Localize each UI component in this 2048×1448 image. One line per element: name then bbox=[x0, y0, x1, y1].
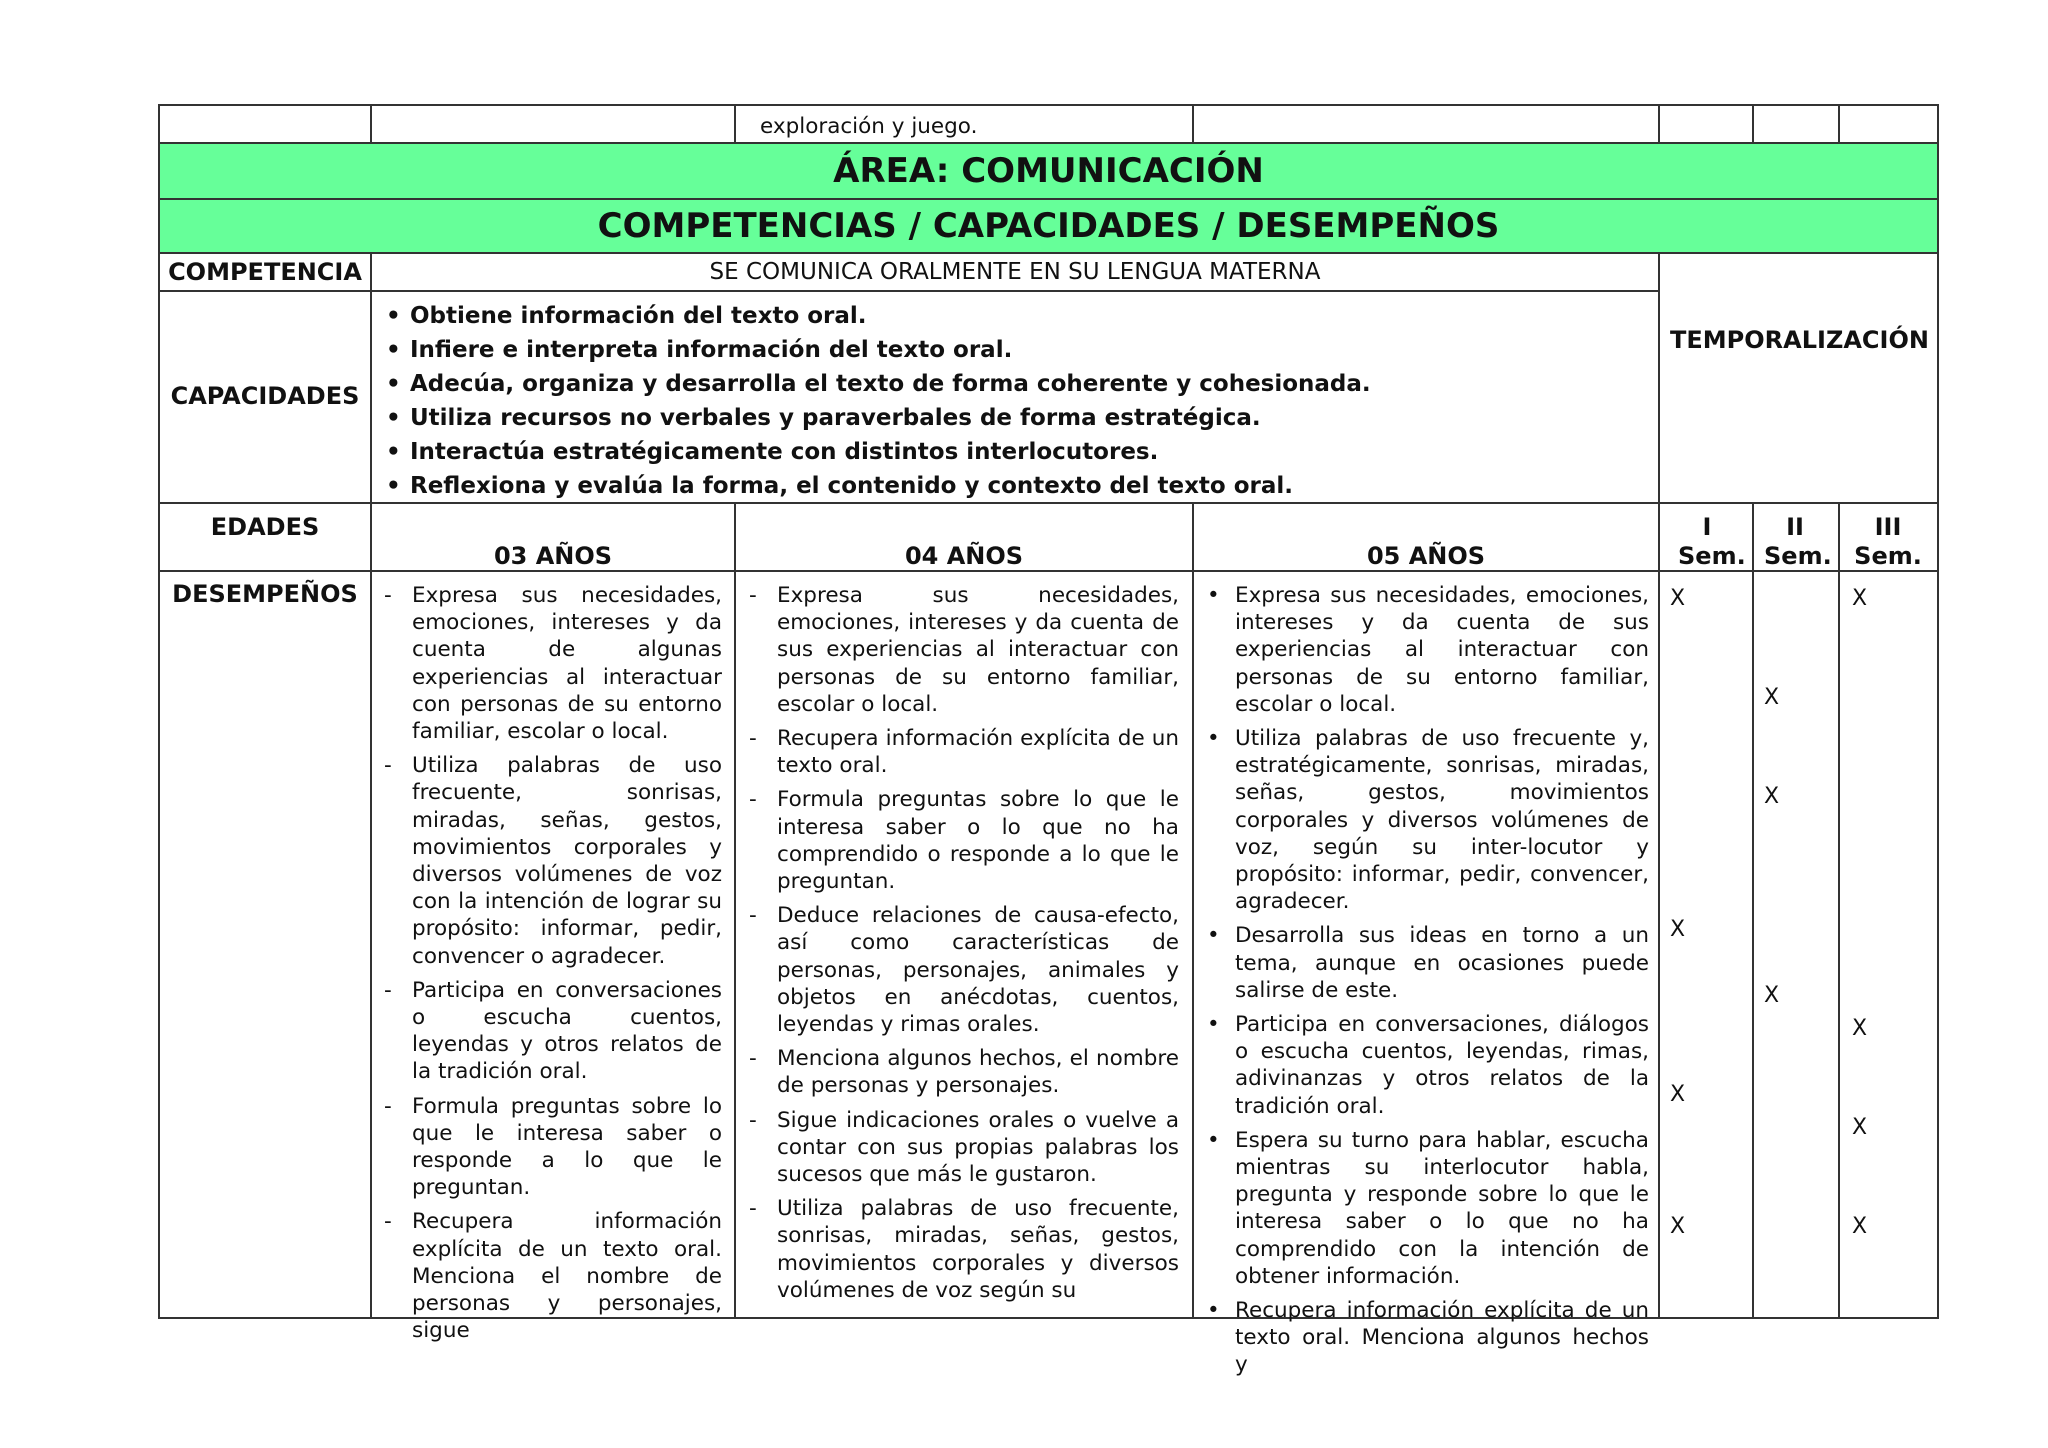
desempeno-item: - Expresa sus necesidades, emociones, intereses y da cuenta de algunas experiencias al interactuar con personas de su entorno familiar, escolar o local. bbox=[378, 582, 722, 745]
desempeno-item: - Expresa sus necesidades, emociones, intereses y da cuenta de sus experiencias al interactuar con personas de su entorno familiar, escolar o local. bbox=[743, 582, 1179, 718]
capacidad-item: • Reflexiona y evalúa la forma, el contenido y contexto del texto oral. bbox=[372, 469, 1652, 503]
divider bbox=[734, 104, 736, 144]
desempeno-item: • Participa en conversaciones, diálogos o escucha cuentos, leyendas, rimas, adivinanzas y otros relatos de la tradición oral. bbox=[1201, 1011, 1649, 1120]
desempenos-4-anos bbox=[743, 582, 1179, 1317]
divider bbox=[1192, 502, 1194, 1319]
divider bbox=[1838, 502, 1840, 1319]
semester-mark: X bbox=[1764, 983, 1780, 1008]
divider bbox=[734, 502, 736, 1319]
semester-mark: X bbox=[1852, 1115, 1868, 1140]
desempeno-item: • Recupera información explícita de un texto oral. Menciona algunos hechos y bbox=[1201, 1297, 1649, 1379]
semester-mark: X bbox=[1852, 1016, 1868, 1041]
semester-mark: X bbox=[1764, 784, 1780, 809]
capacidad-item: • Infiere e interpreta información del texto oral. bbox=[372, 333, 1652, 367]
semester-header-3: III Sem. bbox=[1854, 513, 1922, 570]
divider bbox=[1838, 104, 1840, 144]
semester-header-2: II Sem. bbox=[1764, 513, 1832, 570]
semester-header-1: I Sem. bbox=[1678, 513, 1746, 570]
desempenos-label: DESEMPEÑOS bbox=[172, 580, 358, 608]
age-header-4: 04 AÑOS bbox=[904, 542, 1024, 570]
capacidad-item: • Interactúa estratégicamente con distintos interlocutores. bbox=[372, 435, 1652, 469]
semester-mark: X bbox=[1670, 1082, 1686, 1107]
capacidades-list bbox=[372, 299, 1652, 503]
semester-mark: X bbox=[1852, 1214, 1868, 1239]
semester-mark: X bbox=[1670, 917, 1686, 942]
competencia-value: SE COMUNICA ORALMENTE EN SU LENGUA MATERNA bbox=[709, 259, 1321, 285]
capacidades-label: CAPACIDADES bbox=[170, 382, 360, 410]
divider bbox=[1752, 502, 1754, 1319]
capacidad-item: • Utiliza recursos no verbales y paraverbales de forma estratégica. bbox=[372, 401, 1652, 435]
desempeno-item: - Formula preguntas sobre lo que le interesa saber o responde a lo que le preguntan. bbox=[378, 1093, 722, 1202]
semester-mark: X bbox=[1764, 685, 1780, 710]
semester-mark: X bbox=[1852, 586, 1868, 611]
desempenos-5-anos bbox=[1201, 582, 1649, 1378]
desempeno-item: - Participa en conversaciones o escucha cuentos, leyendas y otros relatos de la tradición oral. bbox=[378, 977, 722, 1086]
top-row-note: exploración y juego. bbox=[760, 114, 978, 139]
age-header-3: 03 AÑOS bbox=[493, 542, 613, 570]
section-title: COMPETENCIAS / CAPACIDADES / DESEMPEÑOS bbox=[160, 200, 1937, 252]
temporalizacion-header: TEMPORALIZACIÓN bbox=[1670, 326, 1929, 354]
area-title: ÁREA: COMUNICACIÓN bbox=[160, 144, 1937, 198]
divider bbox=[1658, 252, 1660, 1319]
semester-mark: X bbox=[1670, 586, 1686, 611]
divider bbox=[1752, 104, 1754, 144]
divider bbox=[158, 290, 1660, 292]
desempeno-item: - Menciona algunos hechos, el nombre de personas y personajes. bbox=[743, 1045, 1179, 1099]
divider bbox=[1192, 104, 1194, 144]
age-header-5: 05 AÑOS bbox=[1366, 542, 1486, 570]
desempeno-item: • Expresa sus necesidades, emociones, intereses y da cuenta de sus experiencias al interactuar con personas de su entorno familiar, escolar o local. bbox=[1201, 582, 1649, 718]
desempenos-3-anos bbox=[378, 582, 722, 1344]
desempeno-item: - Formula preguntas sobre lo que le interesa saber o lo que no ha comprendido o responde a lo que le preguntan. bbox=[743, 786, 1179, 895]
desempeno-item: - Utiliza palabras de uso frecuente, sonrisas, miradas, señas, gestos, movimientos corporales y diversos volúmenes de voz según su bbox=[743, 1195, 1179, 1304]
desempeno-item: • Utiliza palabras de uso frecuente y, estratégicamente, sonrisas, miradas, señas, gestos, movimientos corporales y diversos volúmenes de voz, según su inter-locutor y propósito: informar, pedir, convencer, agradecer. bbox=[1201, 725, 1649, 915]
desempeno-item: - Recupera información explícita de un texto oral. Menciona el nombre de personas y personajes, sigue bbox=[378, 1208, 722, 1344]
competencia-label: COMPETENCIA bbox=[168, 258, 362, 286]
divider bbox=[158, 570, 1939, 572]
divider bbox=[1658, 104, 1660, 144]
capacidad-item: • Obtiene información del texto oral. bbox=[372, 299, 1652, 333]
desempeno-item: - Deduce relaciones de causa-efecto, así como características de personas, personajes, animales y objetos en anécdotas, cuentos, leyendas y rimas orales. bbox=[743, 902, 1179, 1038]
desempeno-item: • Espera su turno para hablar, escucha mientras su interlocutor habla, pregunta y responde sobre lo que le interesa saber o lo que no ha comprendido con la intención de obtener información. bbox=[1201, 1127, 1649, 1290]
edades-label: EDADES bbox=[210, 513, 320, 541]
desempeno-item: • Desarrolla sus ideas en torno a un tema, aunque en ocasiones puede salirse de este. bbox=[1201, 922, 1649, 1004]
semester-mark: X bbox=[1670, 1214, 1686, 1239]
capacidad-item: • Adecúa, organiza y desarrolla el texto de forma coherente y cohesionada. bbox=[372, 367, 1652, 401]
divider bbox=[370, 104, 372, 144]
desempeno-item: - Sigue indicaciones orales o vuelve a contar con sus propias palabras los sucesos que más le gustaron. bbox=[743, 1107, 1179, 1189]
desempeno-item: - Utiliza palabras de uso frecuente, sonrisas, miradas, señas, gestos, movimientos corporales y diversos volúmenes de voz con la intención de lograr su propósito: informar, pedir, convencer o agradecer. bbox=[378, 752, 722, 970]
desempeno-item: - Recupera información explícita de un texto oral. bbox=[743, 725, 1179, 779]
